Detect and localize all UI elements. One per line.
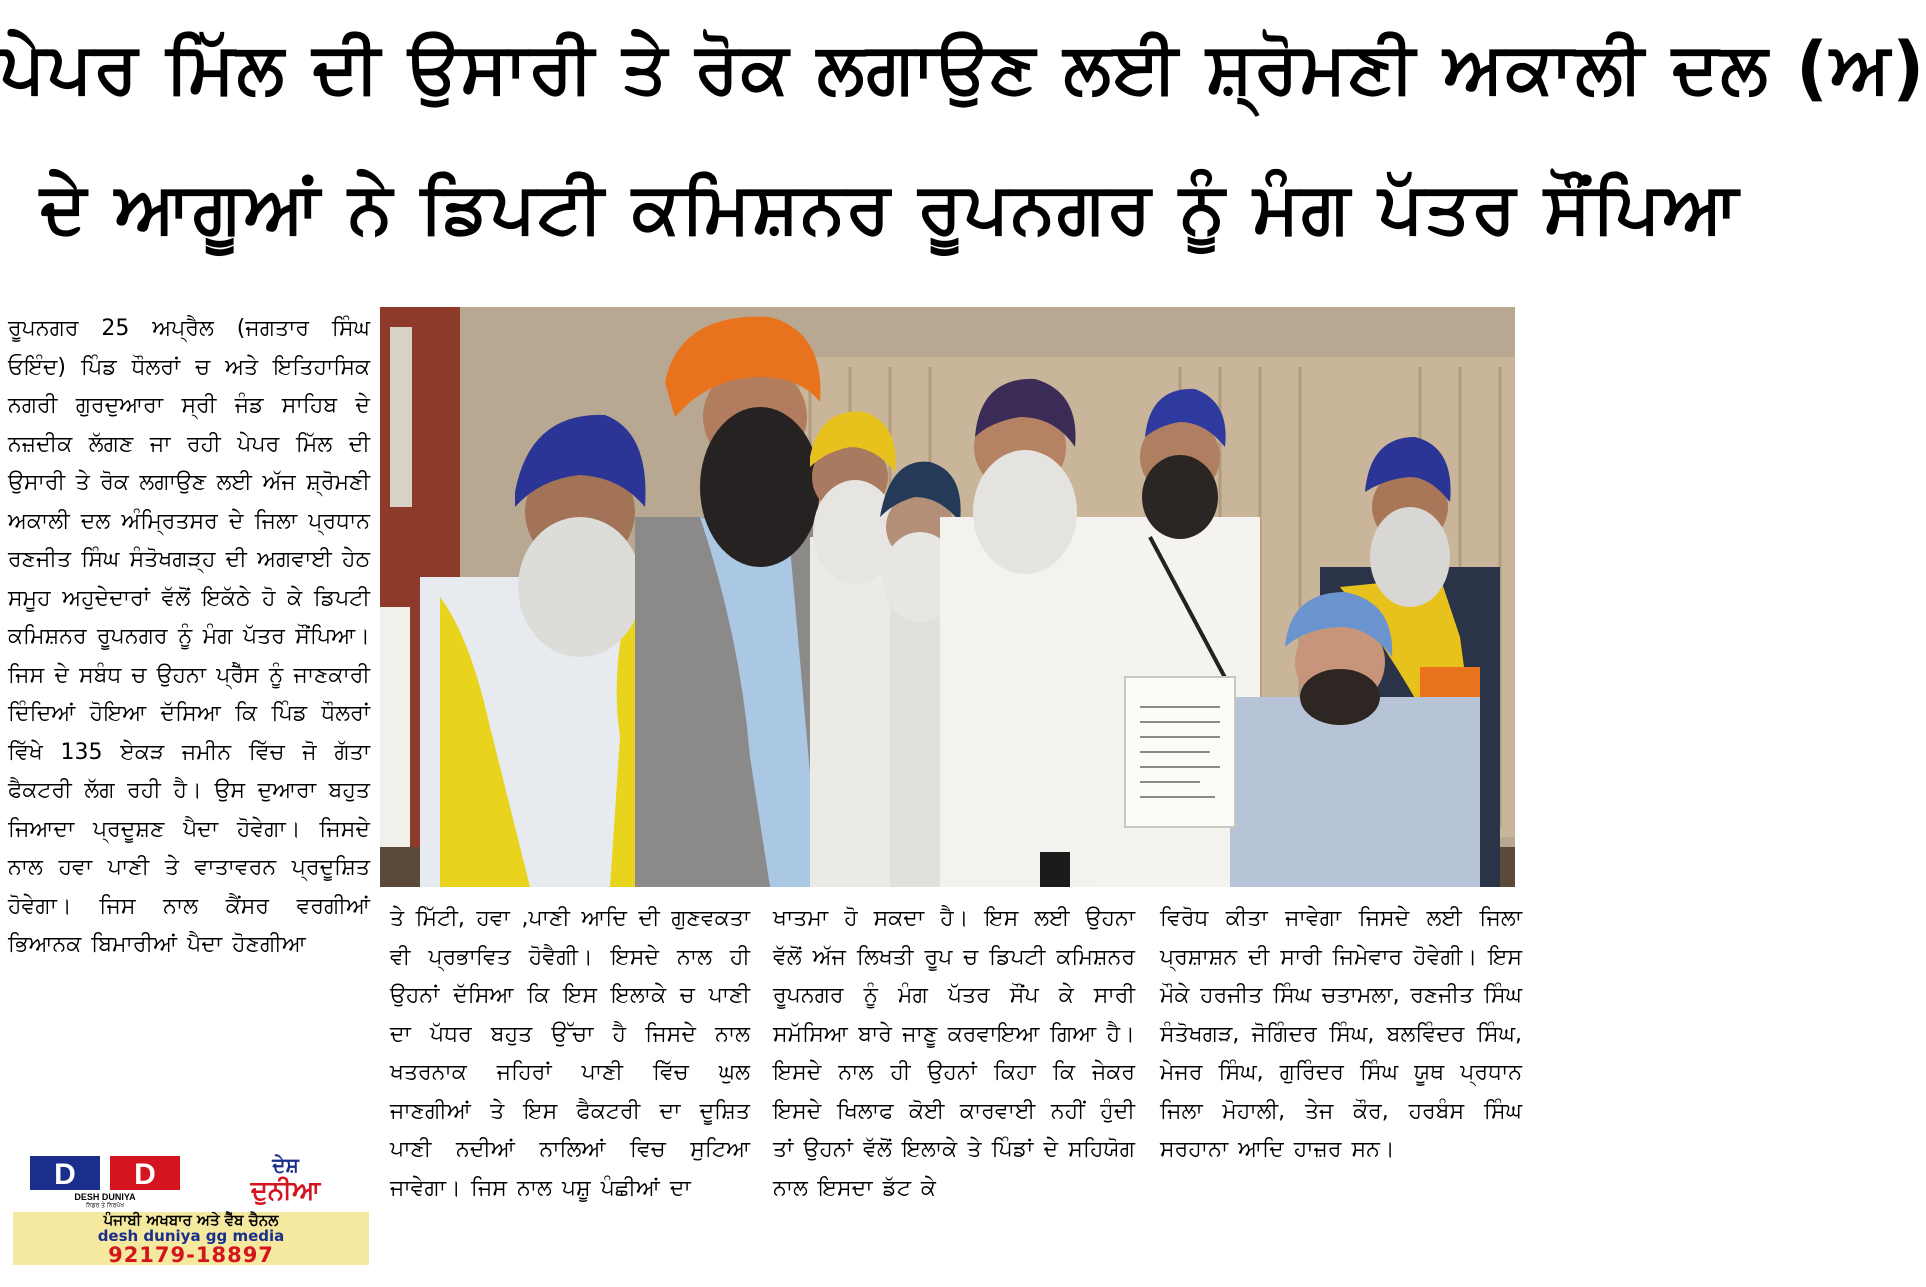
dd-letter-d2: D xyxy=(134,1158,156,1191)
news-photo xyxy=(380,307,1515,887)
strip-phone: 92179-18897 xyxy=(108,1243,274,1267)
logo-top xyxy=(13,1150,369,1210)
article-column-1: ਰੂਪਨਗਰ 25 ਅਪ੍ਰੈਲ (ਜਗਤਾਰ ਸਿੰਘ ਓਇੰਦ) ਪਿੰਡ ਧੌਲਰਾਂ ਚ ਅਤੇ ਇਤਿਹਾਸਿਕ ਨਗਰੀ ਗੁਰਦੁਆਰਾ ਸ੍ਰੀ ਜੰਡ ਸਾਹਿਬ ਦੇ ਨਜ਼ਦੀਕ ਲੱਗਣ ਜਾ ਰਹੀ ਪੇਪਰ ਮਿੱਲ ਦੀ ਉਸਾਰੀ ਤੇ ਰੋਕ ਲਗਾਉਣ ਲਈ ਅੱਜ ਸ਼੍ਰੋਮਣੀ ਅਕਾਲੀ ਦਲ ਅੰਮ੍ਰਿਤਸਰ ਦੇ ਜਿਲਾ ਪ੍ਰਧਾਨ ਰਣਜੀਤ ਸਿੰਘ ਸੰਤੋਖਗੜ੍ਹ ਦੀ ਅਗਵਾਈ ਹੇਠ ਸਮੂਹ ਅਹੁਦੇਦਾਰਾਂ ਵੱਲੋਂ ਇਕੱਠੇ ਹੋ ਕੇ ਡਿਪਟੀ ਕਮਿਸ਼ਨਰ ਰੂਪਨਗਰ ਨੂੰ ਮੰਗ ਪੱਤਰ ਸੌਂਪਿਆ। ਜਿਸ ਦੇ ਸਬੰਧ ਚ ਉਹਨਾ ਪ੍ਰੈੱਸ ਨੂੰ ਜਾਣਕਾਰੀ ਦਿੰਦਿਆਂ ਹੋਇਆ ਦੱਸਿਆ ਕਿ ਪਿੰਡ ਧੌਲਰਾਂ ਵਿੱਖੇ 135 ਏਕੜ ਜਮੀਨ ਵਿੱਚ ਜੋ ਗੱਤਾ ਫੈਕਟਰੀ ਲੱਗ ਰਹੀ ਹੈ। ਉਸ ਦੁਆਰਾ ਬਹੁਤ ਜਿਆਦਾ ਪ੍ਰਦੂਸ਼ਣ ਪੈਦਾ ਹੋਵੇਗਾ। ਜਿਸਦੇ ਨਾਲ ਹਵਾ ਪਾਣੀ ਤੇ ਵਾਤਾਵਰਨ ਪ੍ਰਦੂਸ਼ਿਤ ਹੋਵੇਗਾ। ਜਿਸ ਨਾਲ ਕੈਂਸਰ ਵਰਗੀਆਂ ਭਿਆਨਕ ਬਿਮਾਰੀਆਂ ਪੈਦਾ ਹੋਣਗੀਆ xyxy=(8,316,370,957)
dd-mark xyxy=(25,1154,190,1208)
logo-strip xyxy=(13,1212,369,1265)
desh-duniya-logo xyxy=(13,1150,369,1265)
article-column-4: ਵਿਰੋਧ ਕੀਤਾ ਜਾਵੇਗਾ ਜਿਸਦੇ ਲਈ ਜਿਲਾ ਪ੍ਰਸ਼ਾਸ਼ਨ ਦੀ ਸਾਰੀ ਜਿਮੇਵਾਰ ਹੋਵੇਗੀ। ਇਸ ਮੌਕੇ ਹਰਜੀਤ ਸਿੰਘ ਚਤਾਮਲਾ, ਰਣਜੀਤ ਸਿੰਘ ਸੰਤੋਖਗੜ, ਜੋਗਿੰਦਰ ਸਿੰਘ, ਬਲਵਿੰਦਰ ਸਿੰਘ, ਮੇਜਰ ਸਿੰਘ, ਗੁਰਿੰਦਰ ਸਿੰਘ ਯੂਥ ਪ੍ਰਧਾਨ ਜਿਲਾ ਮੋਹਾਲੀ, ਤੇਜ ਕੌਰ, ਹਰਬੰਸ ਸਿੰਘ ਸਰਹਾਨਾ ਆਦਿ ਹਾਜ਼ਰ ਸਨ। xyxy=(1160,906,1522,1162)
dd-sub-text: DESH DUNIYA xyxy=(74,1192,136,1202)
article-column-2: ਤੇ ਮਿੱਟੀ, ਹਵਾ ,ਪਾਣੀ ਆਦਿ ਦੀ ਗੁਣਵਕਤਾ ਵੀ ਪ੍ਰਭਾਵਿਤ ਹੋਵੈਗੀ। ਇਸਦੇ ਨਾਲ ਹੀ ਉਹਨਾਂ ਦੱਸਿਆ ਕਿ ਇਸ ਇਲਾਕੇ ਚ ਪਾਣੀ ਦਾ ਪੱਧਰ ਬਹੁਤ ਉੱਚਾ ਹੈ ਜਿਸਦੇ ਨਾਲ ਖਤਰਨਾਕ ਜਹਿਰਾਂ ਪਾਣੀ ਵਿੱਚ ਘੁਲ ਜਾਣਗੀਆਂ ਤੇ ਇਸ ਫੈਕਟਰੀ ਦਾ ਦੂਸ਼ਿਤ ਪਾਣੀ ਨਦੀਆਂ ਨਾਲਿਆਂ ਵਿਚ ਸੁਟਿਆ ਜਾਵੇਗਾ। ਜਿਸ ਨਾਲ ਪਸ਼ੂ ਪੰਛੀਆਂ ਦਾ xyxy=(390,906,750,1201)
article-column-3: ਖਾਤਮਾ ਹੋ ਸਕਦਾ ਹੈ। ਇਸ ਲਈ ਉਹਨਾ ਵੱਲੋਂ ਅੱਜ ਲਿਖਤੀ ਰੂਪ ਚ ਡਿਪਟੀ ਕਮਿਸ਼ਨਰ ਰੂਪਨਗਰ ਨੂੰ ਮੰਗ ਪੱਤਰ ਸੌਂਪ ਕੇ ਸਾਰੀ ਸਮੱਸਿਆ ਬਾਰੇ ਜਾਣੂ ਕਰਵਾਇਆ ਗਿਆ ਹੈ। ਇਸਦੇ ਨਾਲ ਹੀ ਉਹਨਾਂ ਕਿਹਾ ਕਿ ਜੇਕਰ ਇਸਦੇ ਖਿਲਾਫ ਕੋਈ ਕਾਰਵਾਈ ਨਹੀਂ ਹੁੰਦੀ ਤਾਂ ਉਹਨਾਂ ਵੱਲੋਂ ਇਲਾਕੇ ਤੇ ਪਿੰਡਾਂ ਦੇ ਸਹਿਯੋਗ ਨਾਲ ਇਸਦਾ ਡੱਟ ਕੇ xyxy=(773,906,1135,1201)
dd-tagline: ਨਿਡਰ ਤੇ ਨਿਰਪੱਖ xyxy=(85,1202,125,1209)
headline-line-1: ਪੇਪਰ ਮਿੱਲ ਦੀ ਉਸਾਰੀ ਤੇ ਰੋਕ ਲਗਾਉਣ ਲਈ ਸ਼੍ਰੋਮਣੀ ਅਕਾਲੀ ਦਲ (ਅ) xyxy=(0,27,1926,109)
logo-brand xyxy=(203,1154,368,1206)
dd-letter-d1: D xyxy=(54,1158,76,1191)
brand-line-2: ਦੁਨੀਆ xyxy=(250,1176,321,1206)
group-photo-illustration xyxy=(380,307,1515,887)
headline-line-2: ਦੇ ਆਗੂਆਂ ਨੇ ਡਿਪਟੀ ਕਮਿਸ਼ਨਰ ਰੂਪਨਗਰ ਨੂੰ ਮੰਗ ਪੱਤਰ ਸੌਂਪਿਆ xyxy=(40,167,1741,249)
strip-line-2: desh duniya gg media xyxy=(97,1227,285,1245)
strip-line-1: ਪੰਜਾਬੀ ਅਖਬਾਰ ਅਤੇ ਵੈੱਬ ਚੈਨਲ xyxy=(103,1211,279,1229)
brand-line-1: ਦੇਸ਼ xyxy=(272,1153,299,1177)
